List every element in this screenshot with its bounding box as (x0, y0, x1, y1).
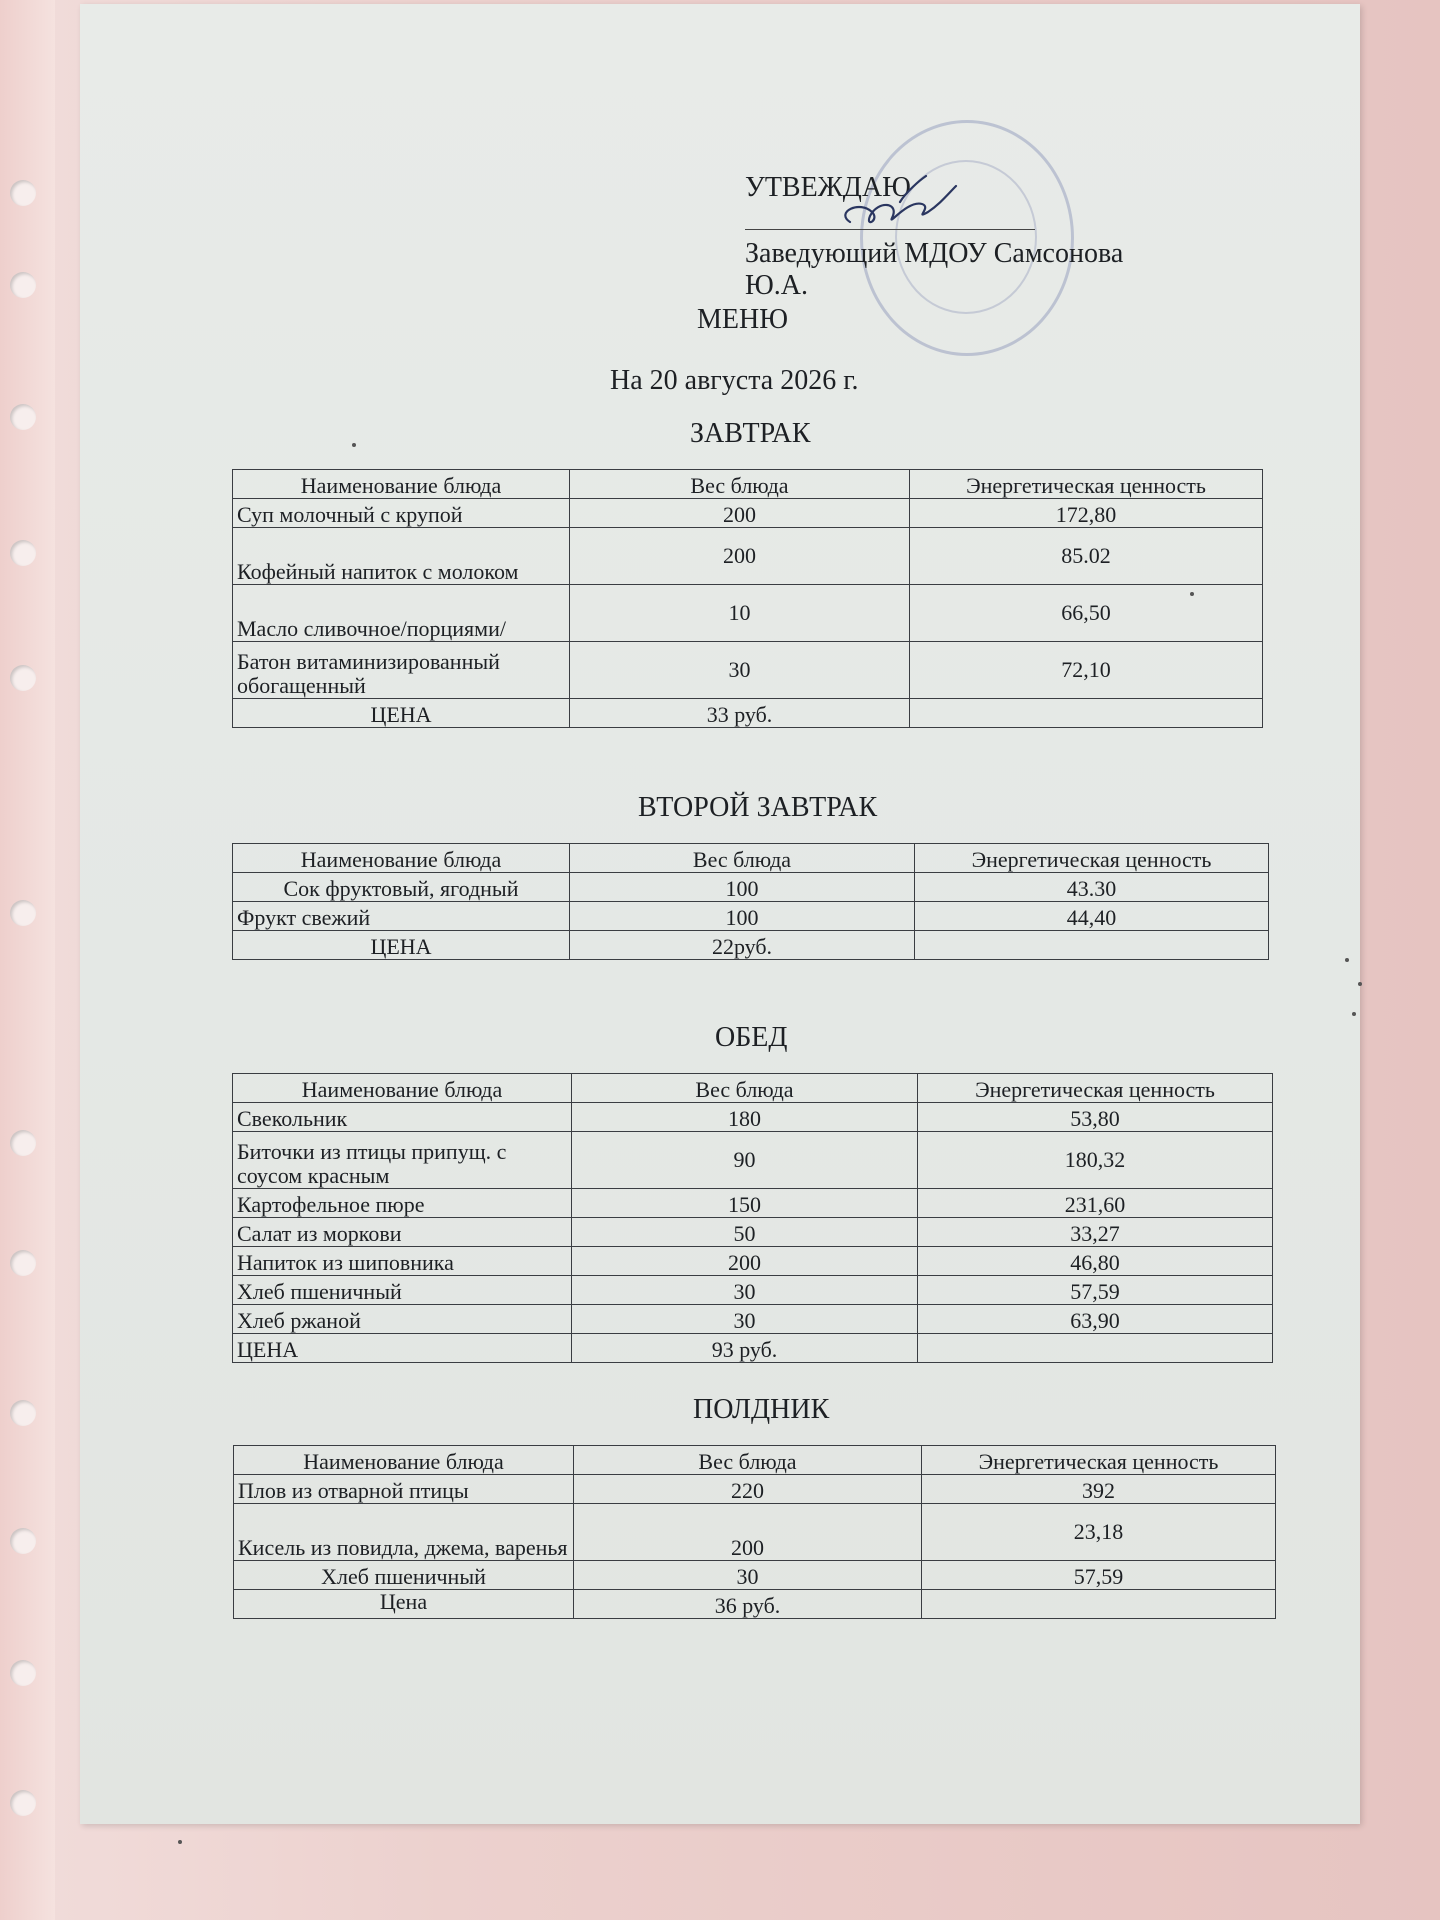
dish-energy: 57,59 (918, 1276, 1273, 1305)
dish-weight: 200 (570, 499, 910, 528)
dish-energy: 180,32 (918, 1132, 1273, 1189)
price-label: ЦЕНА (233, 931, 570, 960)
breakfast-table (232, 469, 1263, 728)
price-row (233, 931, 1269, 960)
dish-name: Салат из моркови (233, 1218, 572, 1247)
dish-weight: 100 (570, 873, 915, 902)
dish-name: Хлеб пшеничный (234, 1561, 574, 1590)
dish-energy: 23,18 (922, 1504, 1276, 1561)
price-label: Цена (234, 1590, 574, 1619)
price-empty-cell (922, 1590, 1276, 1619)
dish-name: Хлеб пшеничный (233, 1276, 572, 1305)
punch-hole (10, 180, 36, 206)
table-row (233, 1276, 1273, 1305)
dish-name: Масло сливочное/порциями/ (233, 585, 570, 642)
dish-name: Кисель из повидла, джема, варенья (234, 1504, 574, 1561)
speck (1352, 1012, 1356, 1016)
dish-energy: 33,27 (918, 1218, 1273, 1247)
dish-energy: 66,50 (910, 585, 1263, 642)
price-label: ЦЕНА (233, 699, 570, 728)
table-row (234, 1561, 1276, 1590)
dish-weight: 220 (574, 1475, 922, 1504)
dish-weight: 10 (570, 585, 910, 642)
table-row (233, 528, 1263, 585)
price-label: ЦЕНА (233, 1334, 572, 1363)
dish-weight: 150 (572, 1189, 918, 1218)
dish-weight: 200 (570, 528, 910, 585)
dish-energy: 72,10 (910, 642, 1263, 699)
column-header-weight: Вес блюда (570, 470, 910, 499)
afternoon-snack-table (233, 1445, 1276, 1619)
table-row (234, 1504, 1276, 1561)
dish-weight: 30 (570, 642, 910, 699)
column-header-energy: Энергетическая ценность (915, 844, 1269, 873)
price-value: 93 руб. (572, 1334, 918, 1363)
table-row (233, 1132, 1273, 1189)
column-header-dish: Наименование блюда (233, 470, 570, 499)
menu-title: МЕНЮ (697, 304, 788, 335)
punch-hole (10, 540, 36, 566)
table-row (233, 873, 1269, 902)
dish-energy: 63,90 (918, 1305, 1273, 1334)
price-row (233, 699, 1263, 728)
table-row (233, 1103, 1273, 1132)
signature-icon (830, 172, 970, 242)
table-row (233, 1305, 1273, 1334)
dish-name: Свекольник (233, 1103, 572, 1132)
dish-name: Кофейный напиток с молоком (233, 528, 570, 585)
price-value: 22руб. (570, 931, 915, 960)
dish-energy: 57,59 (922, 1561, 1276, 1590)
table-row (233, 1218, 1273, 1247)
column-header-weight: Вес блюда (570, 844, 915, 873)
column-header-energy: Энергетическая ценность (922, 1446, 1276, 1475)
price-row (234, 1590, 1276, 1619)
dish-weight: 180 (572, 1103, 918, 1132)
price-value: 33 руб. (570, 699, 910, 728)
dish-name: Хлеб ржаной (233, 1305, 572, 1334)
table-header-row (233, 1074, 1273, 1103)
speck (178, 1840, 182, 1844)
punch-hole (10, 272, 36, 298)
approver-position-line2: Ю.А. (745, 270, 808, 301)
approver-position-line1: Заведующий МДОУ Самсонова (745, 238, 1124, 269)
punch-hole (10, 900, 36, 926)
dish-energy: 46,80 (918, 1247, 1273, 1276)
dish-name: Плов из отварной птицы (234, 1475, 574, 1504)
column-header-dish: Наименование блюда (233, 844, 570, 873)
column-header-dish: Наименование блюда (233, 1074, 572, 1103)
section-title-afternoon-snack: ПОЛДНИК (693, 1394, 830, 1425)
punch-hole (10, 665, 36, 691)
price-empty-cell (918, 1334, 1273, 1363)
punch-hole (10, 1660, 36, 1686)
menu-date: На 20 августа 2026 г. (610, 365, 859, 396)
column-header-energy: Энергетическая ценность (910, 470, 1263, 499)
column-header-weight: Вес блюда (572, 1074, 918, 1103)
price-empty-cell (910, 699, 1263, 728)
section-title-lunch: ОБЕД (715, 1022, 788, 1053)
punch-hole (10, 404, 36, 430)
approval-word: УТВЕЖДАЮ (745, 172, 911, 203)
dish-name: Фрукт свежий (233, 902, 570, 931)
table-row (233, 1189, 1273, 1218)
table-header-row (233, 844, 1269, 873)
column-header-dish: Наименование блюда (234, 1446, 574, 1475)
dish-name: Картофельное пюре (233, 1189, 572, 1218)
table-header-row (233, 470, 1263, 499)
speck (1190, 592, 1194, 596)
dish-energy: 53,80 (918, 1103, 1273, 1132)
dish-weight: 30 (574, 1561, 922, 1590)
table-row (233, 902, 1269, 931)
dish-energy: 43.30 (915, 873, 1269, 902)
punch-hole (10, 1130, 36, 1156)
dish-weight: 200 (574, 1504, 922, 1561)
punch-hole (10, 1790, 36, 1816)
price-value: 36 руб. (574, 1590, 922, 1619)
table-row (234, 1475, 1276, 1504)
column-header-weight: Вес блюда (574, 1446, 922, 1475)
dish-name: Биточки из птицы припущ. с соусом красным (233, 1132, 572, 1189)
section-title-breakfast: ЗАВТРАК (690, 418, 811, 449)
price-empty-cell (915, 931, 1269, 960)
punch-hole (10, 1400, 36, 1426)
dish-energy: 44,40 (915, 902, 1269, 931)
section-title-second-breakfast: ВТОРОЙ ЗАВТРАК (638, 792, 878, 823)
dish-name: Напиток из шиповника (233, 1247, 572, 1276)
dish-energy: 231,60 (918, 1189, 1273, 1218)
dish-weight: 30 (572, 1276, 918, 1305)
dish-name: Суп молочный с крупой (233, 499, 570, 528)
dish-weight: 50 (572, 1218, 918, 1247)
dish-weight: 200 (572, 1247, 918, 1276)
speck (352, 443, 356, 447)
second-breakfast-table (232, 843, 1269, 960)
dish-energy: 172,80 (910, 499, 1263, 528)
table-row (233, 499, 1263, 528)
dish-name: Батон витаминизированный обогащенный (233, 642, 570, 699)
speck (1358, 982, 1362, 986)
dish-energy: 85.02 (910, 528, 1263, 585)
punch-hole (10, 1250, 36, 1276)
table-header-row (234, 1446, 1276, 1475)
table-row (233, 642, 1263, 699)
table-row (233, 1247, 1273, 1276)
dish-weight: 100 (570, 902, 915, 931)
price-row (233, 1334, 1273, 1363)
punch-hole (10, 1528, 36, 1554)
column-header-energy: Энергетическая ценность (918, 1074, 1273, 1103)
table-row (233, 585, 1263, 642)
dish-energy: 392 (922, 1475, 1276, 1504)
speck (1345, 958, 1349, 962)
dish-name: Сок фруктовый, ягодный (233, 873, 570, 902)
lunch-table (232, 1073, 1273, 1363)
dish-weight: 30 (572, 1305, 918, 1334)
dish-weight: 90 (572, 1132, 918, 1189)
